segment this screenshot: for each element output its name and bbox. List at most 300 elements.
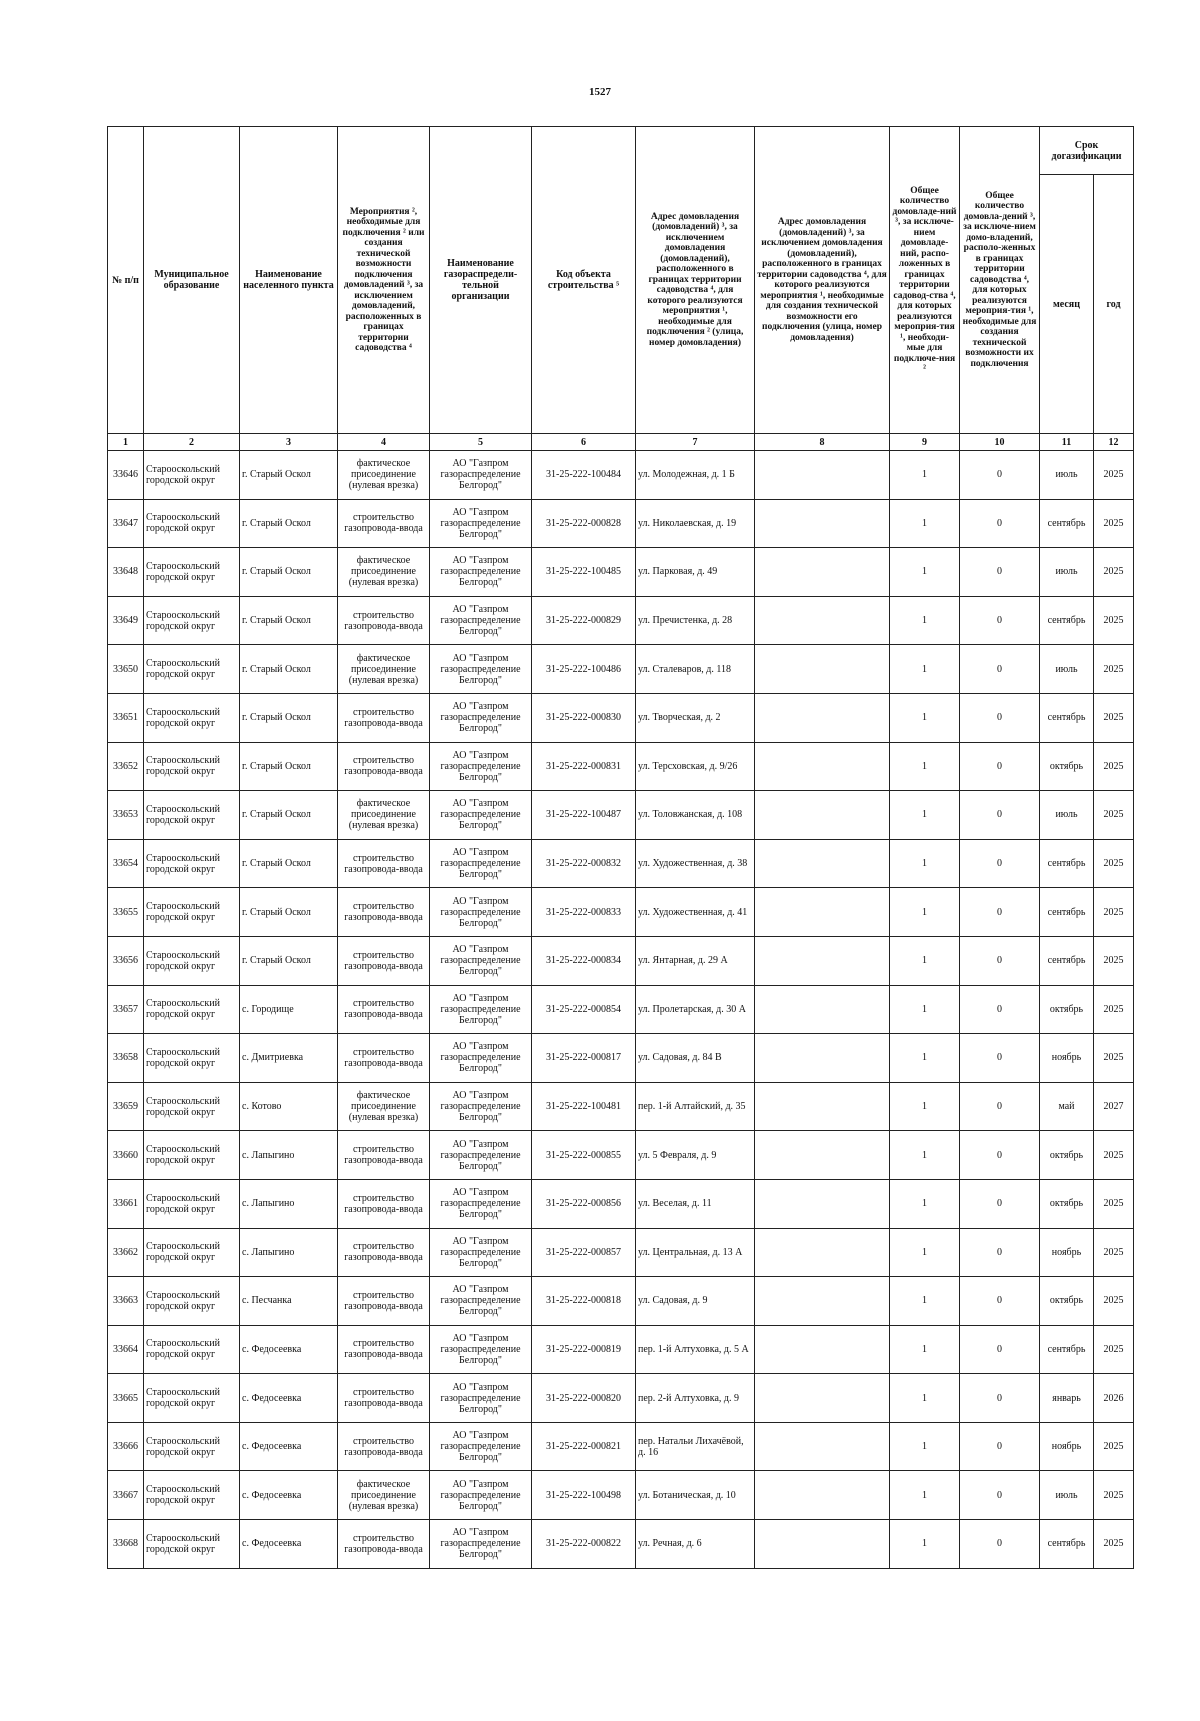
year-cell: 2025 bbox=[1094, 985, 1134, 1034]
settlement-cell: г. Старый Оскол bbox=[240, 791, 338, 840]
row-number: 33665 bbox=[108, 1374, 144, 1423]
column-number: 1 bbox=[108, 434, 144, 451]
address-capability-cell bbox=[755, 985, 890, 1034]
month-cell: ноябрь bbox=[1040, 1034, 1094, 1083]
settlement-cell: с. Федосеевка bbox=[240, 1422, 338, 1471]
count-capability-cell: 0 bbox=[960, 1179, 1040, 1228]
municipality-cell: Старооскольский городской округ bbox=[144, 645, 240, 694]
address-cell: ул. Садовая, д. 9 bbox=[636, 1277, 755, 1326]
gas-organization-cell: АО "Газпром газораспределение Белгород" bbox=[430, 499, 532, 548]
count-connection-cell: 1 bbox=[890, 1082, 960, 1131]
year-cell: 2025 bbox=[1094, 742, 1134, 791]
address-capability-cell bbox=[755, 499, 890, 548]
address-cell: ул. Художественная, д. 41 bbox=[636, 888, 755, 937]
row-number: 33668 bbox=[108, 1520, 144, 1569]
object-code-cell: 31-25-222-000855 bbox=[532, 1131, 636, 1180]
header-settlement: Наименование населенного пункта bbox=[240, 127, 338, 434]
table-row bbox=[108, 1520, 1134, 1569]
municipality-cell: Старооскольский городской округ bbox=[144, 1374, 240, 1423]
settlement-cell: г. Старый Оскол bbox=[240, 839, 338, 888]
address-cell: ул. Центральная, д. 13 А bbox=[636, 1228, 755, 1277]
header-year: год bbox=[1094, 175, 1134, 434]
object-code-cell: 31-25-222-000820 bbox=[532, 1374, 636, 1423]
gas-organization-cell: АО "Газпром газораспределение Белгород" bbox=[430, 548, 532, 597]
address-capability-cell bbox=[755, 1520, 890, 1569]
address-cell: ул. Творческая, д. 2 bbox=[636, 693, 755, 742]
measure-cell: строительство газопровода-ввода bbox=[338, 985, 430, 1034]
address-cell: ул. Молодежная, д. 1 Б bbox=[636, 451, 755, 500]
row-number: 33662 bbox=[108, 1228, 144, 1277]
object-code-cell: 31-25-222-000857 bbox=[532, 1228, 636, 1277]
row-number: 33659 bbox=[108, 1082, 144, 1131]
count-connection-cell: 1 bbox=[890, 1422, 960, 1471]
address-cell: ул. Речная, д. 6 bbox=[636, 1520, 755, 1569]
year-cell: 2025 bbox=[1094, 936, 1134, 985]
year-cell: 2025 bbox=[1094, 1520, 1134, 1569]
count-capability-cell: 0 bbox=[960, 936, 1040, 985]
gas-organization-cell: АО "Газпром газораспределение Белгород" bbox=[430, 1082, 532, 1131]
table-row bbox=[108, 1325, 1134, 1374]
measure-cell: строительство газопровода-ввода bbox=[338, 1034, 430, 1083]
measure-cell: строительство газопровода-ввода bbox=[338, 499, 430, 548]
header-count-connection: Общее количество домовладе-ний ³, за исключе-нием домовладе-ний, распо-ложенных в границах территории садовод-ства ⁴, для которых реализуются мероприя-тия ¹, необходи-мые для подключе-ния ² bbox=[890, 127, 960, 434]
table-row bbox=[108, 451, 1134, 500]
gas-organization-cell: АО "Газпром газораспределение Белгород" bbox=[430, 1325, 532, 1374]
year-cell: 2025 bbox=[1094, 1228, 1134, 1277]
settlement-cell: г. Старый Оскол bbox=[240, 451, 338, 500]
municipality-cell: Старооскольский городской округ bbox=[144, 1179, 240, 1228]
count-capability-cell: 0 bbox=[960, 548, 1040, 597]
address-cell: ул. Садовая, д. 84 В bbox=[636, 1034, 755, 1083]
column-number: 11 bbox=[1040, 434, 1094, 451]
count-capability-cell: 0 bbox=[960, 1422, 1040, 1471]
address-capability-cell bbox=[755, 1325, 890, 1374]
row-number: 33653 bbox=[108, 791, 144, 840]
row-number: 33646 bbox=[108, 451, 144, 500]
year-cell: 2025 bbox=[1094, 839, 1134, 888]
object-code-cell: 31-25-222-000834 bbox=[532, 936, 636, 985]
count-capability-cell: 0 bbox=[960, 839, 1040, 888]
table-row bbox=[108, 936, 1134, 985]
month-cell: октябрь bbox=[1040, 1179, 1094, 1228]
month-cell: сентябрь bbox=[1040, 1520, 1094, 1569]
year-cell: 2025 bbox=[1094, 1179, 1134, 1228]
address-cell: ул. Веселая, д. 11 bbox=[636, 1179, 755, 1228]
table-row bbox=[108, 1277, 1134, 1326]
gas-organization-cell: АО "Газпром газораспределение Белгород" bbox=[430, 888, 532, 937]
gas-organization-cell: АО "Газпром газораспределение Белгород" bbox=[430, 1422, 532, 1471]
address-capability-cell bbox=[755, 888, 890, 937]
gas-organization-cell: АО "Газпром газораспределение Белгород" bbox=[430, 451, 532, 500]
count-connection-cell: 1 bbox=[890, 1228, 960, 1277]
count-connection-cell: 1 bbox=[890, 1520, 960, 1569]
header-gas-organization: Наименование газораспредели-тельной организации bbox=[430, 127, 532, 434]
object-code-cell: 31-25-222-000818 bbox=[532, 1277, 636, 1326]
municipality-cell: Старооскольский городской округ bbox=[144, 451, 240, 500]
header-deadline: Срок догазификации bbox=[1040, 127, 1134, 175]
municipality-cell: Старооскольский городской округ bbox=[144, 936, 240, 985]
object-code-cell: 31-25-222-000830 bbox=[532, 693, 636, 742]
gas-organization-cell: АО "Газпром газораспределение Белгород" bbox=[430, 596, 532, 645]
address-cell: пер. 1-й Алтуховка, д. 5 А bbox=[636, 1325, 755, 1374]
address-cell: ул. Парковая, д. 49 bbox=[636, 548, 755, 597]
object-code-cell: 31-25-222-000822 bbox=[532, 1520, 636, 1569]
row-number: 33664 bbox=[108, 1325, 144, 1374]
count-connection-cell: 1 bbox=[890, 1374, 960, 1423]
column-number: 10 bbox=[960, 434, 1040, 451]
settlement-cell: с. Лапыгино bbox=[240, 1228, 338, 1277]
row-number: 33656 bbox=[108, 936, 144, 985]
table-row bbox=[108, 1034, 1134, 1083]
count-connection-cell: 1 bbox=[890, 1325, 960, 1374]
address-capability-cell bbox=[755, 742, 890, 791]
count-capability-cell: 0 bbox=[960, 791, 1040, 840]
object-code-cell: 31-25-222-100486 bbox=[532, 645, 636, 694]
gas-organization-cell: АО "Газпром газораспределение Белгород" bbox=[430, 742, 532, 791]
address-cell: ул. Сталеваров, д. 118 bbox=[636, 645, 755, 694]
count-capability-cell: 0 bbox=[960, 645, 1040, 694]
address-capability-cell bbox=[755, 1471, 890, 1520]
month-cell: июль bbox=[1040, 548, 1094, 597]
year-cell: 2025 bbox=[1094, 1422, 1134, 1471]
month-cell: сентябрь bbox=[1040, 596, 1094, 645]
settlement-cell: с. Федосеевка bbox=[240, 1374, 338, 1423]
table-row bbox=[108, 1471, 1134, 1520]
address-cell: ул. Толовжанская, д. 108 bbox=[636, 791, 755, 840]
address-capability-cell bbox=[755, 791, 890, 840]
object-code-cell: 31-25-222-100481 bbox=[532, 1082, 636, 1131]
municipality-cell: Старооскольский городской округ bbox=[144, 1471, 240, 1520]
table-row bbox=[108, 1422, 1134, 1471]
table-row bbox=[108, 1179, 1134, 1228]
month-cell: октябрь bbox=[1040, 985, 1094, 1034]
object-code-cell: 31-25-222-000831 bbox=[532, 742, 636, 791]
address-cell: ул. Художественная, д. 38 bbox=[636, 839, 755, 888]
measure-cell: строительство газопровода-ввода bbox=[338, 1325, 430, 1374]
year-cell: 2025 bbox=[1094, 1034, 1134, 1083]
measure-cell: строительство газопровода-ввода bbox=[338, 888, 430, 937]
address-cell: ул. Терсховская, д. 9/26 bbox=[636, 742, 755, 791]
object-code-cell: 31-25-222-000856 bbox=[532, 1179, 636, 1228]
object-code-cell: 31-25-222-000829 bbox=[532, 596, 636, 645]
table-row bbox=[108, 1374, 1134, 1423]
measure-cell: строительство газопровода-ввода bbox=[338, 1374, 430, 1423]
year-cell: 2025 bbox=[1094, 451, 1134, 500]
month-cell: октябрь bbox=[1040, 1131, 1094, 1180]
municipality-cell: Старооскольский городской округ bbox=[144, 596, 240, 645]
settlement-cell: г. Старый Оскол bbox=[240, 693, 338, 742]
count-connection-cell: 1 bbox=[890, 1034, 960, 1083]
count-connection-cell: 1 bbox=[890, 451, 960, 500]
count-capability-cell: 0 bbox=[960, 1325, 1040, 1374]
year-cell: 2025 bbox=[1094, 693, 1134, 742]
column-number: 6 bbox=[532, 434, 636, 451]
month-cell: ноябрь bbox=[1040, 1422, 1094, 1471]
municipality-cell: Старооскольский городской округ bbox=[144, 1325, 240, 1374]
address-capability-cell bbox=[755, 1131, 890, 1180]
year-cell: 2025 bbox=[1094, 791, 1134, 840]
address-cell: пер. 1-й Алтайский, д. 35 bbox=[636, 1082, 755, 1131]
measure-cell: фактическое присоединение (нулевая врезка) bbox=[338, 1471, 430, 1520]
year-cell: 2025 bbox=[1094, 888, 1134, 937]
measure-cell: строительство газопровода-ввода bbox=[338, 742, 430, 791]
row-number: 33651 bbox=[108, 693, 144, 742]
table-row bbox=[108, 742, 1134, 791]
table-row bbox=[108, 839, 1134, 888]
table-row bbox=[108, 985, 1134, 1034]
municipality-cell: Старооскольский городской округ bbox=[144, 791, 240, 840]
address-capability-cell bbox=[755, 548, 890, 597]
row-number: 33648 bbox=[108, 548, 144, 597]
header-month: месяц bbox=[1040, 175, 1094, 434]
measure-cell: строительство газопровода-ввода bbox=[338, 1520, 430, 1569]
count-capability-cell: 0 bbox=[960, 1277, 1040, 1326]
address-capability-cell bbox=[755, 596, 890, 645]
gas-organization-cell: АО "Газпром газораспределение Белгород" bbox=[430, 1179, 532, 1228]
header-municipality: Муниципальное образование bbox=[144, 127, 240, 434]
month-cell: сентябрь bbox=[1040, 839, 1094, 888]
month-cell: ноябрь bbox=[1040, 1228, 1094, 1277]
count-connection-cell: 1 bbox=[890, 1179, 960, 1228]
count-connection-cell: 1 bbox=[890, 1471, 960, 1520]
object-code-cell: 31-25-222-100498 bbox=[532, 1471, 636, 1520]
address-cell: ул. Николаевская, д. 19 bbox=[636, 499, 755, 548]
settlement-cell: с. Песчанка bbox=[240, 1277, 338, 1326]
municipality-cell: Старооскольский городской округ bbox=[144, 1131, 240, 1180]
measure-cell: фактическое присоединение (нулевая врезка) bbox=[338, 548, 430, 597]
table-row bbox=[108, 645, 1134, 694]
measure-cell: фактическое присоединение (нулевая врезка) bbox=[338, 451, 430, 500]
address-cell: ул. Ботаническая, д. 10 bbox=[636, 1471, 755, 1520]
table-row bbox=[108, 596, 1134, 645]
gas-organization-cell: АО "Газпром газораспределение Белгород" bbox=[430, 1034, 532, 1083]
gasification-table bbox=[107, 126, 1134, 1569]
municipality-cell: Старооскольский городской округ bbox=[144, 499, 240, 548]
municipality-cell: Старооскольский городской округ bbox=[144, 985, 240, 1034]
count-connection-cell: 1 bbox=[890, 936, 960, 985]
count-connection-cell: 1 bbox=[890, 596, 960, 645]
municipality-cell: Старооскольский городской округ bbox=[144, 1520, 240, 1569]
count-capability-cell: 0 bbox=[960, 451, 1040, 500]
count-capability-cell: 0 bbox=[960, 499, 1040, 548]
gas-organization-cell: АО "Газпром газораспределение Белгород" bbox=[430, 1471, 532, 1520]
object-code-cell: 31-25-222-000817 bbox=[532, 1034, 636, 1083]
address-capability-cell bbox=[755, 451, 890, 500]
object-code-cell: 31-25-222-000828 bbox=[532, 499, 636, 548]
municipality-cell: Старооскольский городской округ bbox=[144, 1422, 240, 1471]
object-code-cell: 31-25-222-100485 bbox=[532, 548, 636, 597]
gas-organization-cell: АО "Газпром газораспределение Белгород" bbox=[430, 645, 532, 694]
measure-cell: фактическое присоединение (нулевая врезка) bbox=[338, 645, 430, 694]
month-cell: сентябрь bbox=[1040, 499, 1094, 548]
address-capability-cell bbox=[755, 1228, 890, 1277]
municipality-cell: Старооскольский городской округ bbox=[144, 548, 240, 597]
month-cell: май bbox=[1040, 1082, 1094, 1131]
settlement-cell: с. Федосеевка bbox=[240, 1471, 338, 1520]
address-capability-cell bbox=[755, 1422, 890, 1471]
municipality-cell: Старооскольский городской округ bbox=[144, 1228, 240, 1277]
address-capability-cell bbox=[755, 1179, 890, 1228]
column-number: 12 bbox=[1094, 434, 1134, 451]
count-capability-cell: 0 bbox=[960, 1131, 1040, 1180]
settlement-cell: г. Старый Оскол bbox=[240, 499, 338, 548]
municipality-cell: Старооскольский городской округ bbox=[144, 693, 240, 742]
table-row bbox=[108, 1228, 1134, 1277]
count-capability-cell: 0 bbox=[960, 1520, 1040, 1569]
row-number: 33667 bbox=[108, 1471, 144, 1520]
measure-cell: строительство газопровода-ввода bbox=[338, 936, 430, 985]
month-cell: июль bbox=[1040, 451, 1094, 500]
month-cell: январь bbox=[1040, 1374, 1094, 1423]
year-cell: 2025 bbox=[1094, 1471, 1134, 1520]
municipality-cell: Старооскольский городской округ bbox=[144, 1277, 240, 1326]
header-measures: Мероприятия ², необходимые для подключения ² или создания технической возможности подключения домовладений ³, за исключением домовладений, расположенных в границах территории садоводства ⁴ bbox=[338, 127, 430, 434]
table-row bbox=[108, 693, 1134, 742]
settlement-cell: с. Городище bbox=[240, 985, 338, 1034]
object-code-cell: 31-25-222-000833 bbox=[532, 888, 636, 937]
row-number: 33654 bbox=[108, 839, 144, 888]
address-capability-cell bbox=[755, 645, 890, 694]
gas-organization-cell: АО "Газпром газораспределение Белгород" bbox=[430, 693, 532, 742]
column-number: 9 bbox=[890, 434, 960, 451]
column-numbers-row bbox=[108, 434, 1134, 451]
count-connection-cell: 1 bbox=[890, 1277, 960, 1326]
municipality-cell: Старооскольский городской округ bbox=[144, 742, 240, 791]
measure-cell: строительство газопровода-ввода bbox=[338, 839, 430, 888]
header-address-connection: Адрес домовладения (домовладений) ³, за исключением домовладения (домовладений), расположенного в границах территории садоводства ⁴, для которого реализуются мероприятия ¹, необходимые для подключения ² (улица, номер домовладения) bbox=[636, 127, 755, 434]
object-code-cell: 31-25-222-000821 bbox=[532, 1422, 636, 1471]
month-cell: сентябрь bbox=[1040, 693, 1094, 742]
count-connection-cell: 1 bbox=[890, 985, 960, 1034]
address-cell: пер. Натальи Лихачёвой, д. 16 bbox=[636, 1422, 755, 1471]
month-cell: июль bbox=[1040, 1471, 1094, 1520]
table-row bbox=[108, 548, 1134, 597]
header-count-capability: Общее количество домовла-дений ³, за исключе-нием домо-владений, располо-женных в границах территории садоводства ⁴, для которых реализуются мероприя-тия ¹, необходимые для создания технической возможности их подключения bbox=[960, 127, 1040, 434]
count-connection-cell: 1 bbox=[890, 1131, 960, 1180]
header-object-code: Код объекта строительства ⁵ bbox=[532, 127, 636, 434]
header-number: № п/п bbox=[108, 127, 144, 434]
object-code-cell: 31-25-222-100487 bbox=[532, 791, 636, 840]
count-capability-cell: 0 bbox=[960, 693, 1040, 742]
measure-cell: строительство газопровода-ввода bbox=[338, 596, 430, 645]
year-cell: 2025 bbox=[1094, 1325, 1134, 1374]
month-cell: сентябрь bbox=[1040, 936, 1094, 985]
column-number: 5 bbox=[430, 434, 532, 451]
count-capability-cell: 0 bbox=[960, 1228, 1040, 1277]
row-number: 33663 bbox=[108, 1277, 144, 1326]
count-connection-cell: 1 bbox=[890, 839, 960, 888]
settlement-cell: с. Дмитриевка bbox=[240, 1034, 338, 1083]
column-number: 3 bbox=[240, 434, 338, 451]
month-cell: июль bbox=[1040, 791, 1094, 840]
object-code-cell: 31-25-222-000854 bbox=[532, 985, 636, 1034]
count-connection-cell: 1 bbox=[890, 693, 960, 742]
count-capability-cell: 0 bbox=[960, 1034, 1040, 1083]
object-code-cell: 31-25-222-000832 bbox=[532, 839, 636, 888]
page-number: 1527 bbox=[589, 86, 611, 98]
month-cell: сентябрь bbox=[1040, 1325, 1094, 1374]
column-number: 2 bbox=[144, 434, 240, 451]
settlement-cell: с. Лапыгино bbox=[240, 1131, 338, 1180]
column-number: 7 bbox=[636, 434, 755, 451]
address-cell: ул. 5 Февраля, д. 9 bbox=[636, 1131, 755, 1180]
row-number: 33657 bbox=[108, 985, 144, 1034]
month-cell: июль bbox=[1040, 645, 1094, 694]
address-cell: пер. 2-й Алтуховка, д. 9 bbox=[636, 1374, 755, 1423]
settlement-cell: г. Старый Оскол bbox=[240, 742, 338, 791]
table-row bbox=[108, 1131, 1134, 1180]
gas-organization-cell: АО "Газпром газораспределение Белгород" bbox=[430, 1520, 532, 1569]
month-cell: сентябрь bbox=[1040, 888, 1094, 937]
address-capability-cell bbox=[755, 1034, 890, 1083]
month-cell: октябрь bbox=[1040, 1277, 1094, 1326]
object-code-cell: 31-25-222-100484 bbox=[532, 451, 636, 500]
row-number: 33661 bbox=[108, 1179, 144, 1228]
measure-cell: фактическое присоединение (нулевая врезка) bbox=[338, 1082, 430, 1131]
count-connection-cell: 1 bbox=[890, 548, 960, 597]
count-capability-cell: 0 bbox=[960, 985, 1040, 1034]
row-number: 33660 bbox=[108, 1131, 144, 1180]
gas-organization-cell: АО "Газпром газораспределение Белгород" bbox=[430, 1374, 532, 1423]
row-number: 33650 bbox=[108, 645, 144, 694]
address-capability-cell bbox=[755, 1277, 890, 1326]
gas-organization-cell: АО "Газпром газораспределение Белгород" bbox=[430, 1228, 532, 1277]
table-row bbox=[108, 1082, 1134, 1131]
measure-cell: строительство газопровода-ввода bbox=[338, 693, 430, 742]
year-cell: 2025 bbox=[1094, 645, 1134, 694]
count-capability-cell: 0 bbox=[960, 1471, 1040, 1520]
year-cell: 2025 bbox=[1094, 596, 1134, 645]
settlement-cell: г. Старый Оскол bbox=[240, 936, 338, 985]
address-capability-cell bbox=[755, 936, 890, 985]
count-connection-cell: 1 bbox=[890, 791, 960, 840]
measure-cell: фактическое присоединение (нулевая врезка) bbox=[338, 791, 430, 840]
count-connection-cell: 1 bbox=[890, 499, 960, 548]
settlement-cell: с. Лапыгино bbox=[240, 1179, 338, 1228]
gas-organization-cell: АО "Газпром газораспределение Белгород" bbox=[430, 1277, 532, 1326]
count-connection-cell: 1 bbox=[890, 742, 960, 791]
year-cell: 2025 bbox=[1094, 1131, 1134, 1180]
row-number: 33658 bbox=[108, 1034, 144, 1083]
address-capability-cell bbox=[755, 693, 890, 742]
gas-organization-cell: АО "Газпром газораспределение Белгород" bbox=[430, 985, 532, 1034]
measure-cell: строительство газопровода-ввода bbox=[338, 1179, 430, 1228]
municipality-cell: Старооскольский городской округ bbox=[144, 1082, 240, 1131]
gas-organization-cell: АО "Газпром газораспределение Белгород" bbox=[430, 839, 532, 888]
row-number: 33655 bbox=[108, 888, 144, 937]
measure-cell: строительство газопровода-ввода bbox=[338, 1277, 430, 1326]
municipality-cell: Старооскольский городской округ bbox=[144, 1034, 240, 1083]
table-row bbox=[108, 791, 1134, 840]
address-capability-cell bbox=[755, 1374, 890, 1423]
month-cell: октябрь bbox=[1040, 742, 1094, 791]
year-cell: 2026 bbox=[1094, 1374, 1134, 1423]
count-connection-cell: 1 bbox=[890, 645, 960, 694]
count-capability-cell: 0 bbox=[960, 596, 1040, 645]
measure-cell: строительство газопровода-ввода bbox=[338, 1131, 430, 1180]
address-cell: ул. Янтарная, д. 29 А bbox=[636, 936, 755, 985]
year-cell: 2025 bbox=[1094, 548, 1134, 597]
address-cell: ул. Пролетарская, д. 30 А bbox=[636, 985, 755, 1034]
column-number: 8 bbox=[755, 434, 890, 451]
address-capability-cell bbox=[755, 1082, 890, 1131]
year-cell: 2025 bbox=[1094, 1277, 1134, 1326]
settlement-cell: г. Старый Оскол bbox=[240, 548, 338, 597]
column-number: 4 bbox=[338, 434, 430, 451]
count-capability-cell: 0 bbox=[960, 1082, 1040, 1131]
settlement-cell: с. Федосеевка bbox=[240, 1520, 338, 1569]
count-capability-cell: 0 bbox=[960, 888, 1040, 937]
